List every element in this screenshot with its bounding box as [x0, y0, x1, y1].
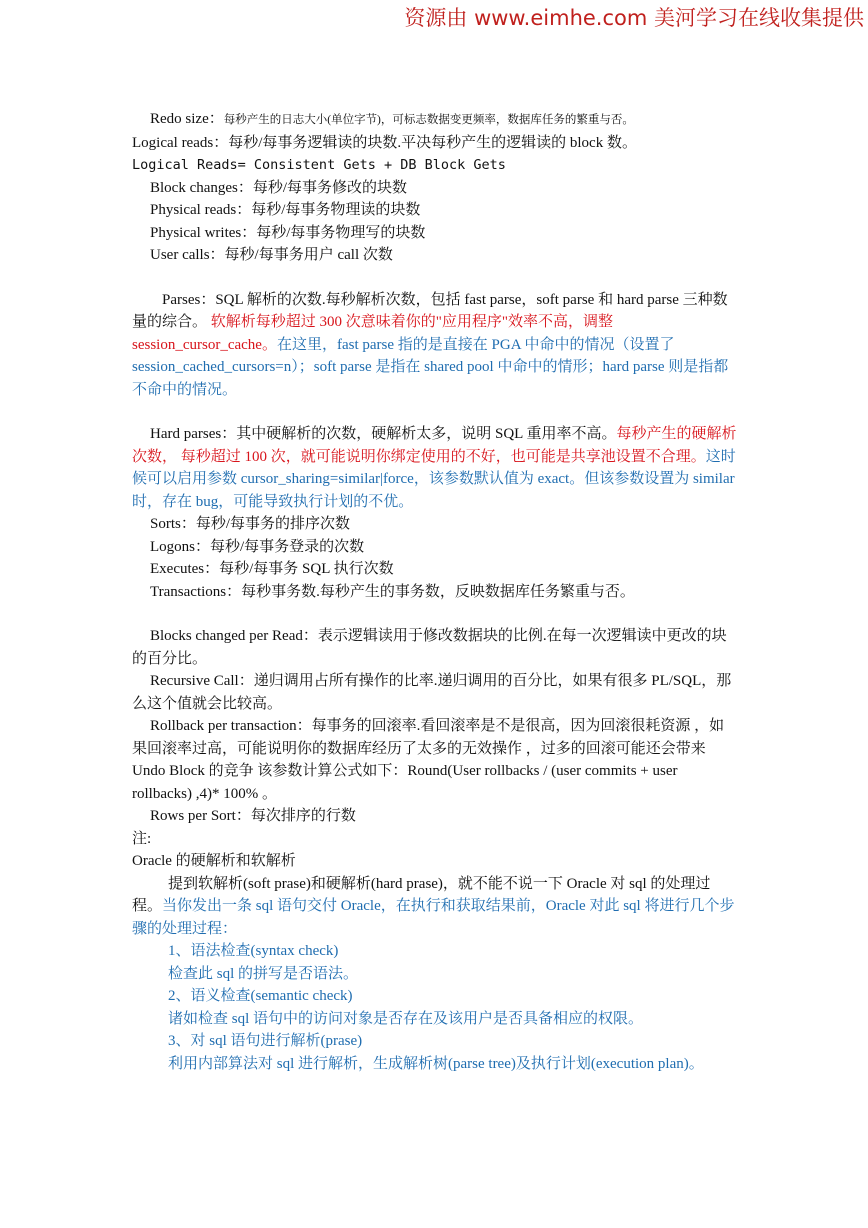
step1-title: 1、语法检查(syntax check): [168, 943, 339, 959]
parses-paragraph: Parses：SQL 解析的次数.每秒解析次数，包括 fast parse，soft parse 和 hard parse 三种数量的综合。 软解析每秒超过 300 次意味着你的"应用程序"效率不高，调整 session_cursor_cache。在这里，fast parse 指的是直接在 PGA 中命中的情况（设置了 session_cached_cursors=n）；soft parse 是指在 shared pool 中命中的情形；hard parse 则是指都不命中的情况。: [132, 291, 729, 398]
blocks-changed-paragraph: Blocks changed per Read：表示逻辑读用于修改数据块的比例.在每一次逻辑读中更改的块的百分比。: [132, 628, 727, 667]
step3-title: 3、对 sql 语句进行解析(prase): [168, 1033, 363, 1049]
rows-per-sort-line: Rows per Sort：每次排序的行数: [150, 808, 356, 824]
step3-desc: 利用内部算法对 sql 进行解析，生成解析树(parse tree)及执行计划(execution plan)。: [168, 1055, 704, 1072]
physical-reads-line: Physical reads：每秒/每事务物理读的块数: [150, 202, 421, 218]
logical-reads-line: Logical reads：每秒/每事务逻辑读的块数.平决每秒产生的逻辑读的 block 数。: [132, 134, 637, 151]
transactions-line: Transactions：每秒事务数.每秒产生的事务数，反映数据库任务繁重与否。: [150, 583, 635, 600]
note-label: 注:: [132, 830, 152, 847]
recursive-call-paragraph: Recursive Call：递归调用占所有操作的比率.递归调用的百分比，如果有很多 PL/SQL，那么这个值就会比较高。: [132, 673, 732, 712]
user-calls-line: User calls：每秒/每事务用户 call 次数: [150, 247, 393, 263]
sorts-line: Sorts：每秒/每事务的排序次数: [150, 516, 351, 532]
logical-reads-formula: Logical Reads= Consistent Gets + DB Block Gets: [132, 157, 506, 173]
logons-line: Logons：每秒/每事务登录的次数: [150, 538, 365, 555]
executes-line: Executes：每秒/每事务 SQL 执行次数: [150, 561, 394, 577]
hard-parses-paragraph: Hard parses：其中硬解析的次数，硬解析太多，说明 SQL 重用率不高。每秒产生的硬解析次数， 每秒超过 100 次，就可能说明你绑定使用的不好，也可能是共享池设置不合理。这时候可以启用参数 cursor_sharing=similar|force，该参数默认值为 exact。但该参数设置为 similar 时，存在 bug，可能导致执行计划的不优。: [132, 426, 737, 510]
document-body: [132, 108, 738, 1075]
redo-size-line: Redo size：每秒产生的日志大小(单位字节)，可标志数据变更频率，数据库任务的繁重与否。: [150, 111, 634, 127]
physical-writes-line: Physical writes：每秒/每事务物理写的块数: [150, 224, 426, 241]
watermark: 资源由 www.eimhe.com 美河学习在线收集提供: [404, 6, 864, 30]
block-changes-line: Block changes：每秒/每事务修改的块数: [150, 179, 408, 196]
oracle-intro-paragraph: 提到软解析(soft prase)和硬解析(hard prase)，就不能不说一下 Oracle 对 sql 的处理过程。当你发出一条 sql 语句交付 Oracle，在执行和获取结果前，Oracle 对此 sql 将进行几个步骤的处理过程：: [132, 875, 735, 937]
step1-desc: 检查此 sql 的拼写是否语法。: [168, 965, 359, 982]
step2-title: 2、语义检查(semantic check): [168, 988, 353, 1004]
step2-desc: 诸如检查 sql 语句中的访问对象是否存在及该用户是否具备相应的权限。: [168, 1010, 644, 1027]
rollback-paragraph: Rollback per transaction：每事务的回滚率.看回滚率是不是很高，因为回滚很耗资源 ，如果回滚率过高，可能说明你的数据库经历了太多的无效操作 ，过多的回滚可能还会带来 Undo Block 的竞争 该参数计算公式如下：Round(User rollbacks / (user commits + user rollbacks) ,4)* 100% 。: [132, 718, 725, 802]
oracle-section-title: Oracle 的硬解析和软解析: [132, 853, 296, 869]
